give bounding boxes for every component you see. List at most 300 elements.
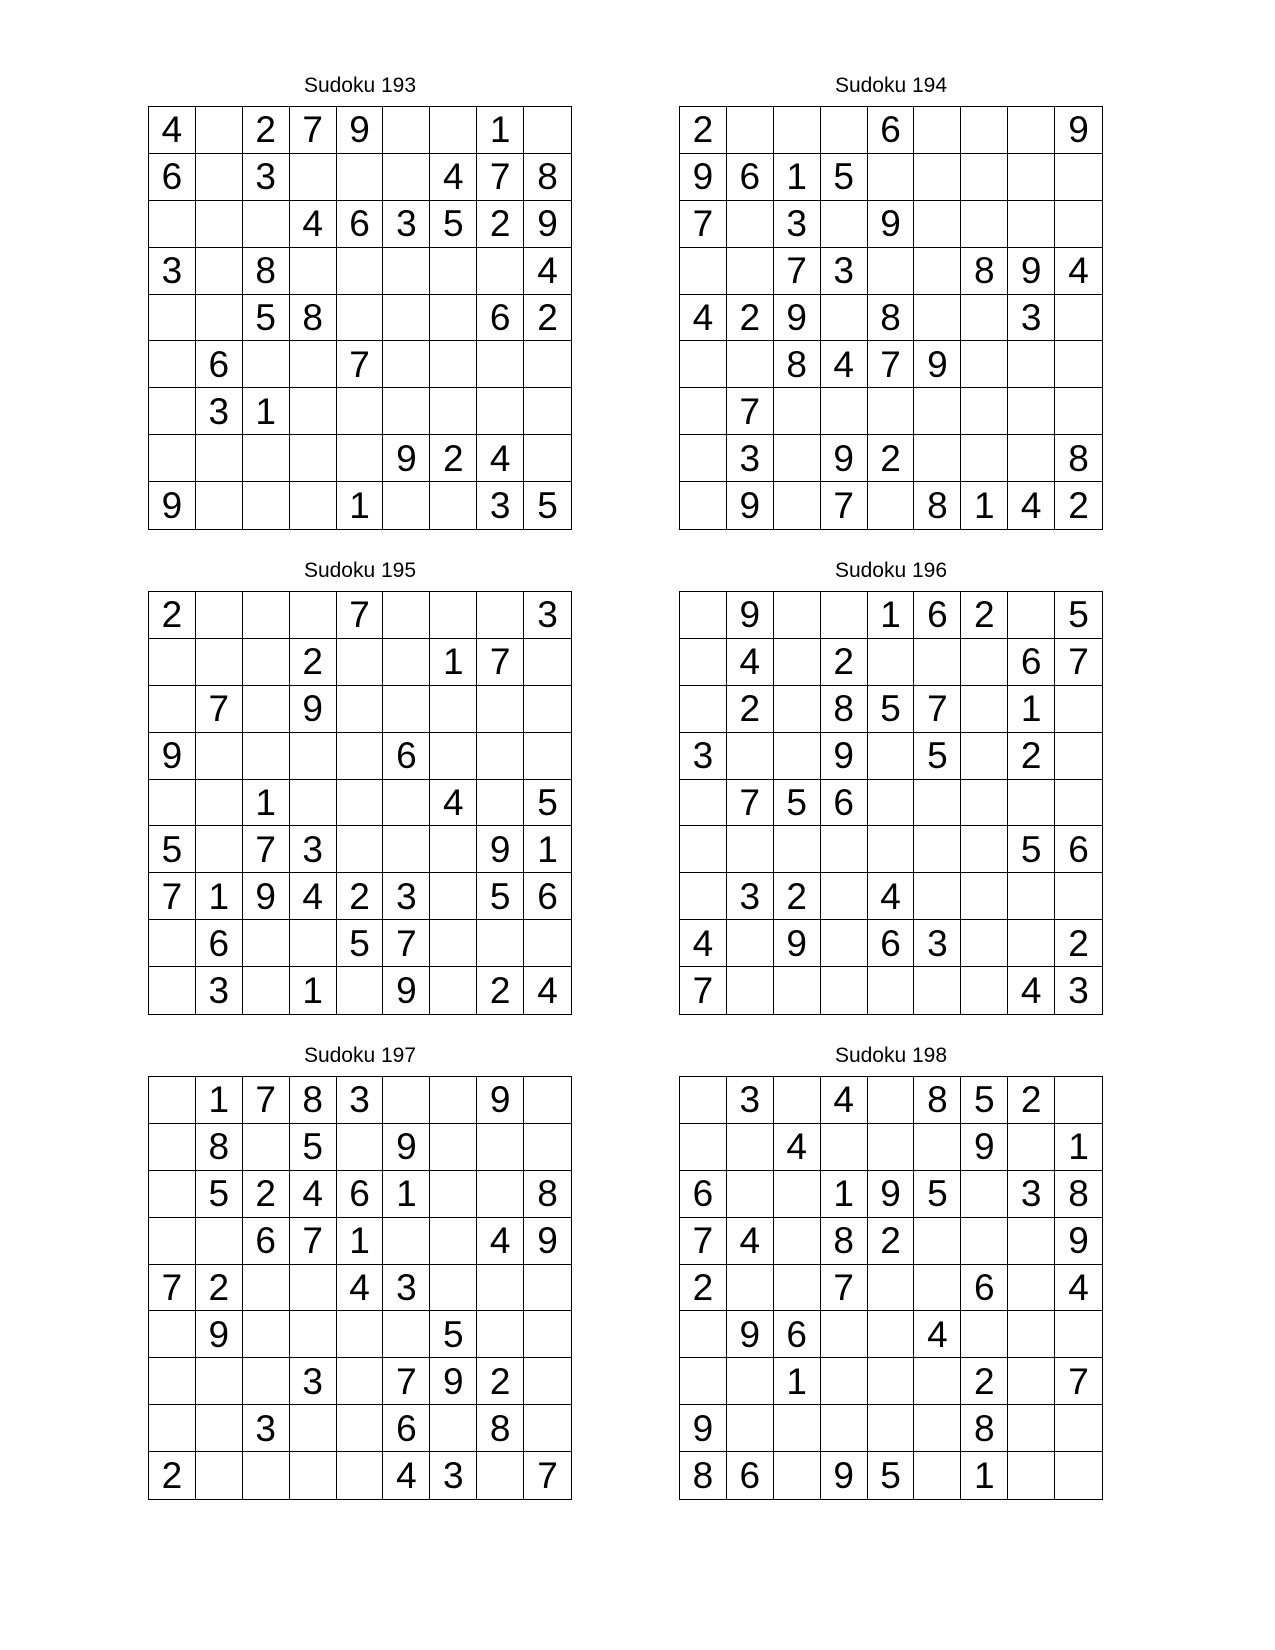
- sudoku-cell: 8: [821, 1218, 868, 1265]
- sudoku-cell: 6: [383, 1405, 430, 1452]
- sudoku-cell: 4: [430, 154, 477, 201]
- sudoku-cell: 7: [1055, 639, 1102, 686]
- sudoku-cell: 9: [430, 1358, 477, 1405]
- sudoku-cell: 5: [774, 780, 821, 827]
- sudoku-cell: [1055, 873, 1102, 920]
- sudoku-cell: [243, 967, 290, 1014]
- sudoku-cell: 7: [337, 592, 384, 639]
- sudoku-cell: 7: [477, 639, 524, 686]
- sudoku-cell: [727, 826, 774, 873]
- sudoku-cell: [1008, 873, 1055, 920]
- sudoku-cell: [961, 873, 1008, 920]
- sudoku-cell: 9: [774, 295, 821, 342]
- sudoku-cell: [774, 1405, 821, 1452]
- sudoku-cell: [680, 686, 727, 733]
- sudoku-cell: [821, 1124, 868, 1171]
- sudoku-cell: [524, 341, 571, 388]
- sudoku-cell: 8: [821, 686, 868, 733]
- sudoku-cell: [821, 967, 868, 1014]
- sudoku-cell: [196, 1218, 243, 1265]
- sudoku-cell: 4: [821, 1077, 868, 1124]
- sudoku-cell: [196, 592, 243, 639]
- sudoku-cell: 9: [290, 686, 337, 733]
- sudoku-cell: [1008, 435, 1055, 482]
- sudoku-cell: 7: [149, 873, 196, 920]
- sudoku-cell: [337, 1452, 384, 1499]
- sudoku-cell: [383, 107, 430, 154]
- sudoku-cell: [430, 295, 477, 342]
- sudoku-cell: [477, 733, 524, 780]
- sudoku-cell: [290, 435, 337, 482]
- sudoku-cell: 4: [290, 1171, 337, 1218]
- sudoku-cell: [337, 1405, 384, 1452]
- sudoku-cell: 4: [680, 295, 727, 342]
- sudoku-grid: [679, 591, 1103, 1015]
- sudoku-cell: [868, 482, 915, 529]
- sudoku-cell: 8: [243, 248, 290, 295]
- sudoku-cell: 4: [1008, 482, 1055, 529]
- puzzle-title: Sudoku 196: [834, 559, 948, 582]
- sudoku-cell: [680, 388, 727, 435]
- sudoku-cell: [961, 780, 1008, 827]
- sudoku-cell: [149, 201, 196, 248]
- sudoku-cell: 9: [1008, 248, 1055, 295]
- sudoku-cell: 5: [868, 686, 915, 733]
- sudoku-cell: 9: [961, 1124, 1008, 1171]
- sudoku-cell: [243, 341, 290, 388]
- sudoku-cell: 5: [914, 733, 961, 780]
- sudoku-cell: 1: [1055, 1124, 1102, 1171]
- sudoku-cell: 1: [337, 482, 384, 529]
- sudoku-cell: [774, 967, 821, 1014]
- sudoku-cell: 3: [1008, 1171, 1055, 1218]
- sudoku-cell: 3: [243, 154, 290, 201]
- sudoku-cell: 8: [196, 1124, 243, 1171]
- sudoku-cell: [868, 967, 915, 1014]
- sudoku-cell: [337, 1311, 384, 1358]
- sudoku-grid: [679, 106, 1103, 530]
- sudoku-cell: [1055, 1311, 1102, 1358]
- sudoku-cell: [524, 733, 571, 780]
- sudoku-cell: [1055, 388, 1102, 435]
- sudoku-cell: 8: [774, 341, 821, 388]
- sudoku-cell: [430, 1124, 477, 1171]
- sudoku-cell: [243, 482, 290, 529]
- sudoku-cell: [961, 826, 1008, 873]
- sudoku-cell: [337, 435, 384, 482]
- sudoku-cell: 9: [149, 482, 196, 529]
- sudoku-cell: 3: [1068, 970, 1089, 1012]
- sudoku-cell: 8: [1055, 435, 1102, 482]
- sudoku-cell: [914, 248, 961, 295]
- sudoku-cell: 8: [680, 1452, 727, 1499]
- sudoku-cell: 8: [914, 1077, 961, 1124]
- sudoku-cell: 6: [821, 780, 868, 827]
- sudoku-cell: [680, 482, 727, 529]
- sudoku-cell: 2: [149, 592, 196, 639]
- sudoku-cell: [290, 154, 337, 201]
- sudoku-cell: 3: [383, 873, 430, 920]
- sudoku-cell: 7: [680, 1218, 727, 1265]
- sudoku-cell: 6: [477, 295, 524, 342]
- sudoku-cell: [961, 967, 1008, 1014]
- sudoku-cell: [961, 686, 1008, 733]
- sudoku-cell: 2: [243, 1171, 290, 1218]
- sudoku-cell: [680, 592, 727, 639]
- sudoku-cell: 2: [337, 873, 384, 920]
- sudoku-cell: [774, 1077, 821, 1124]
- sudoku-cell: 6: [868, 920, 915, 967]
- sudoku-grid: [148, 1076, 572, 1500]
- sudoku-cell: 7: [868, 341, 915, 388]
- sudoku-cell: [149, 780, 196, 827]
- sudoku-cell: 2: [524, 295, 571, 342]
- sudoku-cell: [774, 1218, 821, 1265]
- sudoku-cell: 4: [727, 639, 774, 686]
- sudoku-cell: [477, 780, 524, 827]
- sudoku-cell: 8: [290, 295, 337, 342]
- sudoku-cell: 2: [868, 1218, 915, 1265]
- puzzle-title: Sudoku 193: [303, 74, 417, 97]
- sudoku-cell: 3: [727, 1077, 774, 1124]
- sudoku-cell: 2: [1055, 920, 1102, 967]
- sudoku-cell: [961, 920, 1008, 967]
- sudoku-cell: [383, 154, 430, 201]
- sudoku-cell: [477, 388, 524, 435]
- sudoku-cell: 5: [868, 1452, 915, 1499]
- sudoku-cell: 3: [196, 967, 243, 1014]
- sudoku-cell: [337, 1358, 384, 1405]
- sudoku-cell: 3: [290, 826, 337, 873]
- sudoku-cell: [961, 1171, 1008, 1218]
- sudoku-cell: [383, 388, 430, 435]
- sudoku-cell: 4: [1008, 967, 1055, 1014]
- sudoku-cell: [290, 1452, 337, 1499]
- sudoku-cell: [774, 1171, 821, 1218]
- sudoku-cell: [821, 873, 868, 920]
- sudoku-cell: 9: [477, 826, 524, 873]
- sudoku-cell: [243, 1124, 290, 1171]
- sudoku-cell: 2: [868, 435, 915, 482]
- sudoku-cell: [774, 482, 821, 529]
- sudoku-cell: [290, 388, 337, 435]
- sudoku-cell: [383, 1218, 430, 1265]
- sudoku-cell: [680, 435, 727, 482]
- sudoku-cell: 7: [821, 1265, 868, 1312]
- sudoku-cell: [337, 967, 384, 1014]
- sudoku-cell: 3: [914, 920, 961, 967]
- sudoku-cell: [149, 1124, 196, 1171]
- sudoku-cell: [337, 388, 384, 435]
- sudoku-cell: [1055, 1452, 1102, 1499]
- sudoku-cell: [774, 435, 821, 482]
- sudoku-cell: 4: [337, 1265, 384, 1312]
- sudoku-cell: 8: [868, 295, 915, 342]
- sudoku-cell: [727, 1405, 774, 1452]
- sudoku-cell: 9: [914, 341, 961, 388]
- sudoku-cell: [337, 686, 384, 733]
- sudoku-cell: 2: [727, 686, 774, 733]
- sudoku-cell: [149, 295, 196, 342]
- sudoku-cell: 5: [477, 873, 524, 920]
- sudoku-cell: [196, 1405, 243, 1452]
- sudoku-cell: 5: [821, 154, 868, 201]
- sudoku-cell: [914, 967, 961, 1014]
- sudoku-cell: [243, 1265, 290, 1312]
- sudoku-cell: [914, 826, 961, 873]
- sudoku-cell: 7: [383, 920, 430, 967]
- sudoku-cell: [680, 248, 727, 295]
- sudoku-cell: 3: [337, 1077, 384, 1124]
- puzzle-title: Sudoku 197: [303, 1044, 417, 1067]
- sudoku-cell: [290, 920, 337, 967]
- sudoku-cell: [1008, 1452, 1055, 1499]
- sudoku-cell: [383, 341, 430, 388]
- sudoku-cell: 6: [337, 201, 384, 248]
- sudoku-cell: 6: [243, 1218, 290, 1265]
- sudoku-cell: [821, 592, 868, 639]
- sudoku-cell: [524, 686, 571, 733]
- sudoku-cell: 2: [680, 1265, 727, 1312]
- sudoku-cell: [477, 1124, 524, 1171]
- sudoku-cell: 8: [290, 1077, 337, 1124]
- sudoku-cell: 1: [337, 1218, 384, 1265]
- sudoku-cell: 5: [290, 1124, 337, 1171]
- sudoku-cell: 2: [477, 967, 524, 1014]
- sudoku-cell: 3: [196, 388, 243, 435]
- sudoku-cell: [383, 248, 430, 295]
- sudoku-cell: [774, 388, 821, 435]
- sudoku-cell: [290, 1405, 337, 1452]
- sudoku-cell: [868, 1358, 915, 1405]
- sudoku-cell: [1008, 154, 1055, 201]
- sudoku-cell: [821, 1405, 868, 1452]
- sudoku-cell: [149, 686, 196, 733]
- sudoku-cell: 3: [727, 435, 774, 482]
- sudoku-cell: [477, 1265, 524, 1312]
- sudoku-cell: [290, 482, 337, 529]
- sudoku-cell: [680, 780, 727, 827]
- sudoku-cell: [149, 639, 196, 686]
- sudoku-cell: 3: [680, 733, 727, 780]
- sudoku-cell: 5: [196, 1171, 243, 1218]
- sudoku-cell: [914, 201, 961, 248]
- sudoku-cell: 2: [961, 1358, 1008, 1405]
- sudoku-cell: [914, 1265, 961, 1312]
- sudoku-cell: [961, 639, 1008, 686]
- sudoku-cell: 4: [477, 1218, 524, 1265]
- sudoku-cell: 7: [290, 107, 337, 154]
- sudoku-cell: 9: [868, 201, 915, 248]
- puzzle-title: Sudoku 198: [834, 1044, 948, 1067]
- sudoku-cell: 2: [821, 639, 868, 686]
- sudoku-cell: 5: [243, 295, 290, 342]
- sudoku-cell: 7: [337, 341, 384, 388]
- sudoku-cell: 6: [196, 920, 243, 967]
- sudoku-cell: [774, 686, 821, 733]
- sudoku-cell: [524, 1405, 571, 1452]
- sudoku-cell: [149, 1218, 196, 1265]
- sudoku-cell: [1008, 1405, 1055, 1452]
- sudoku-cell: 4: [383, 1452, 430, 1499]
- sudoku-cell: 1: [961, 1452, 1008, 1499]
- sudoku-cell: 7: [727, 780, 774, 827]
- sudoku-cell: 1: [196, 873, 243, 920]
- sudoku-cell: [290, 780, 337, 827]
- sudoku-cell: [290, 733, 337, 780]
- sudoku-cell: [383, 1077, 430, 1124]
- sudoku-cell: 7: [243, 826, 290, 873]
- sudoku-cell: [149, 967, 196, 1014]
- sudoku-cell: [430, 248, 477, 295]
- sudoku-cell: [524, 107, 571, 154]
- sudoku-cell: 2: [961, 592, 1008, 639]
- sudoku-cell: 1: [868, 592, 915, 639]
- sudoku-cell: [868, 780, 915, 827]
- sudoku-cell: 9: [337, 107, 384, 154]
- sudoku-cell: 6: [196, 341, 243, 388]
- sudoku-cell: [680, 1358, 727, 1405]
- sudoku-cell: [430, 388, 477, 435]
- sudoku-cell: 8: [961, 1405, 1008, 1452]
- sudoku-cell: [821, 920, 868, 967]
- sudoku-cell: [430, 826, 477, 873]
- sudoku-cell: [961, 733, 1008, 780]
- sudoku-cell: 9: [727, 482, 774, 529]
- sudoku-cell: 2: [1068, 485, 1089, 527]
- sudoku-cell: 6: [1055, 826, 1102, 873]
- sudoku-cell: [149, 1077, 196, 1124]
- sudoku-cell: 6: [680, 1171, 727, 1218]
- sudoku-cell: [196, 435, 243, 482]
- sudoku-cell: 6: [337, 1171, 384, 1218]
- sudoku-cell: 4: [914, 1311, 961, 1358]
- sudoku-cell: [290, 592, 337, 639]
- sudoku-cell: [243, 733, 290, 780]
- sudoku-cell: [430, 1171, 477, 1218]
- sudoku-cell: [868, 733, 915, 780]
- sudoku-cell: [1008, 1265, 1055, 1312]
- sudoku-cell: 5: [537, 485, 558, 527]
- sudoku-cell: [383, 482, 430, 529]
- sudoku-cell: [961, 388, 1008, 435]
- sudoku-cell: 7: [243, 1077, 290, 1124]
- sudoku-cell: [774, 733, 821, 780]
- sudoku-cell: [383, 780, 430, 827]
- sudoku-cell: [727, 201, 774, 248]
- sudoku-cell: [914, 1124, 961, 1171]
- sudoku-cell: 3: [524, 592, 571, 639]
- sudoku-cell: 7: [727, 388, 774, 435]
- sudoku-cell: [914, 1218, 961, 1265]
- sudoku-cell: [914, 780, 961, 827]
- sudoku-cell: [821, 388, 868, 435]
- sudoku-cell: 5: [914, 1171, 961, 1218]
- sudoku-cell: [774, 107, 821, 154]
- sudoku-cell: [727, 248, 774, 295]
- sudoku-cell: 4: [290, 873, 337, 920]
- sudoku-cell: [1008, 592, 1055, 639]
- sudoku-cell: 3: [243, 1405, 290, 1452]
- sudoku-cell: 2: [1008, 1077, 1055, 1124]
- sudoku-cell: 7: [477, 154, 524, 201]
- sudoku-cell: [243, 920, 290, 967]
- sudoku-cell: [868, 1311, 915, 1358]
- sudoku-cell: [477, 248, 524, 295]
- puzzle-title: Sudoku 195: [303, 559, 417, 582]
- sudoku-cell: [149, 1311, 196, 1358]
- sudoku-cell: [243, 435, 290, 482]
- sudoku-cell: [430, 592, 477, 639]
- sudoku-cell: 1: [774, 1358, 821, 1405]
- sudoku-cell: [477, 592, 524, 639]
- sudoku-cell: 9: [383, 1124, 430, 1171]
- sudoku-cell: [727, 733, 774, 780]
- sudoku-cell: [196, 154, 243, 201]
- sudoku-cell: 2: [727, 295, 774, 342]
- sudoku-cell: [196, 733, 243, 780]
- sudoku-cell: [680, 341, 727, 388]
- sudoku-cell: [680, 826, 727, 873]
- sudoku-cell: 7: [290, 1218, 337, 1265]
- sudoku-cell: [821, 826, 868, 873]
- sudoku-cell: [1055, 686, 1102, 733]
- sudoku-cell: [774, 1265, 821, 1312]
- sudoku-cell: 9: [774, 920, 821, 967]
- sudoku-cell: [243, 592, 290, 639]
- sudoku-cell: 5: [430, 1311, 477, 1358]
- sudoku-cell: 8: [1055, 1171, 1102, 1218]
- sudoku-cell: [868, 1265, 915, 1312]
- sudoku-cell: [196, 1452, 243, 1499]
- sudoku-cell: 1: [774, 154, 821, 201]
- sudoku-cell: [1008, 1124, 1055, 1171]
- sudoku-cell: [727, 341, 774, 388]
- sudoku-cell: 3: [774, 201, 821, 248]
- sudoku-cell: [243, 639, 290, 686]
- sudoku-cell: [961, 1218, 1008, 1265]
- sudoku-cell: [868, 1124, 915, 1171]
- sudoku-cell: [914, 107, 961, 154]
- sudoku-cell: [196, 780, 243, 827]
- sudoku-cell: 7: [680, 967, 727, 1014]
- sudoku-cell: [1055, 154, 1102, 201]
- sudoku-cell: [477, 341, 524, 388]
- sudoku-cell: [383, 826, 430, 873]
- sudoku-cell: [1055, 733, 1102, 780]
- sudoku-cell: 7: [680, 201, 727, 248]
- sudoku-cell: [961, 435, 1008, 482]
- sudoku-cell: [243, 686, 290, 733]
- sudoku-cell: 6: [914, 592, 961, 639]
- sudoku-cell: [430, 482, 477, 529]
- sudoku-cell: 9: [243, 873, 290, 920]
- sudoku-cell: [868, 388, 915, 435]
- sudoku-cell: 3: [1008, 295, 1055, 342]
- sudoku-cell: [914, 435, 961, 482]
- sudoku-cell: [524, 435, 571, 482]
- sudoku-cell: 9: [1055, 1218, 1102, 1265]
- sudoku-cell: 8: [914, 482, 961, 529]
- sudoku-cell: [383, 1311, 430, 1358]
- sudoku-cell: [430, 341, 477, 388]
- sudoku-cell: [149, 1358, 196, 1405]
- sudoku-cell: [914, 1405, 961, 1452]
- sudoku-cell: [337, 826, 384, 873]
- sudoku-cell: [1055, 341, 1102, 388]
- sudoku-cell: 2: [477, 1358, 524, 1405]
- sudoku-cell: [727, 1124, 774, 1171]
